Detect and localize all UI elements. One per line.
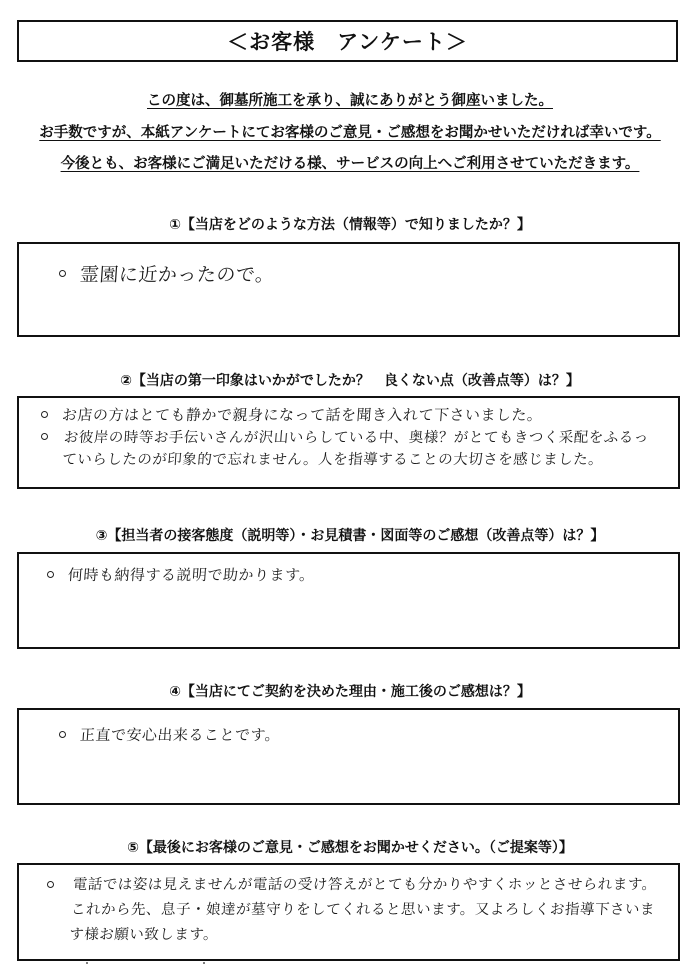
intro-line-3: 今後とも、お客様にご満足いただける様、サービスの向上へご利用させていただきます。 xyxy=(60,156,640,172)
question-2-heading: ②【当店の第一印象はいかがでしたか？ 良くない点（改善点等）は？】 xyxy=(120,373,580,389)
answer-line: 正直で安心出来ることです。 xyxy=(59,724,280,745)
question-1-answer-box xyxy=(17,242,680,337)
question-5-heading: ⑤【最後にお客様のご意見・ご感想をお聞かせください。（ご提案等）】 xyxy=(127,840,573,856)
question-2-answer-box xyxy=(17,396,680,489)
answer-line: お店の方はとても静かで親身になって話を聞き入れて下さいました。 xyxy=(41,404,543,425)
intro-line-1: この度は、御墓所施工を承り、誠にありがとう御座いました。 xyxy=(147,93,553,109)
question-4-answer-box xyxy=(17,708,680,805)
bullet-icon xyxy=(59,731,66,738)
intro-line-2: お手数ですが、本紙アンケートにてお客様のご意見・ご感想をお聞かせいただければ幸いです。 xyxy=(39,125,661,141)
bullet-icon xyxy=(47,571,54,578)
answer-line: お彼岸の時等お手伝いさんが沢山いらしている中、奥様？がとてもきつく采配をふるっていらしたのが印象的で忘れません。人を指導することの大切さを感じました。 xyxy=(41,427,656,471)
bullet-icon xyxy=(41,411,48,418)
answer-line: 電話では姿は見えませんが電話の受け答えがとても分かりやすくホッとさせられます。これから先、息子・娘達が墓守りをしてくれると思います。又よろしくお指導下さいます様お願い致します。 xyxy=(47,873,662,948)
question-1-heading: ①【当店をどのような方法（情報等）で知りましたか？】 xyxy=(169,217,531,233)
question-4-heading: ④【当店にてご契約を決めた理由・施工後のご感想は？】 xyxy=(169,684,531,700)
survey-title-box xyxy=(17,20,678,62)
survey-title: ＜お客様 アンケート＞ xyxy=(227,30,468,54)
stray-mark xyxy=(86,962,88,964)
stray-mark xyxy=(203,962,205,964)
question-3-answer-box xyxy=(17,552,680,649)
bullet-icon xyxy=(59,270,66,277)
question-3-heading: ③【担当者の接客態度（説明等）・お見積書・図面等のご感想（改善点等）は？】 xyxy=(95,528,605,544)
answer-line: 何時も納得する説明で助かります。 xyxy=(47,564,315,585)
question-5-answer-box xyxy=(17,863,680,961)
answer-line: 霊園に近かったので。 xyxy=(59,260,275,287)
